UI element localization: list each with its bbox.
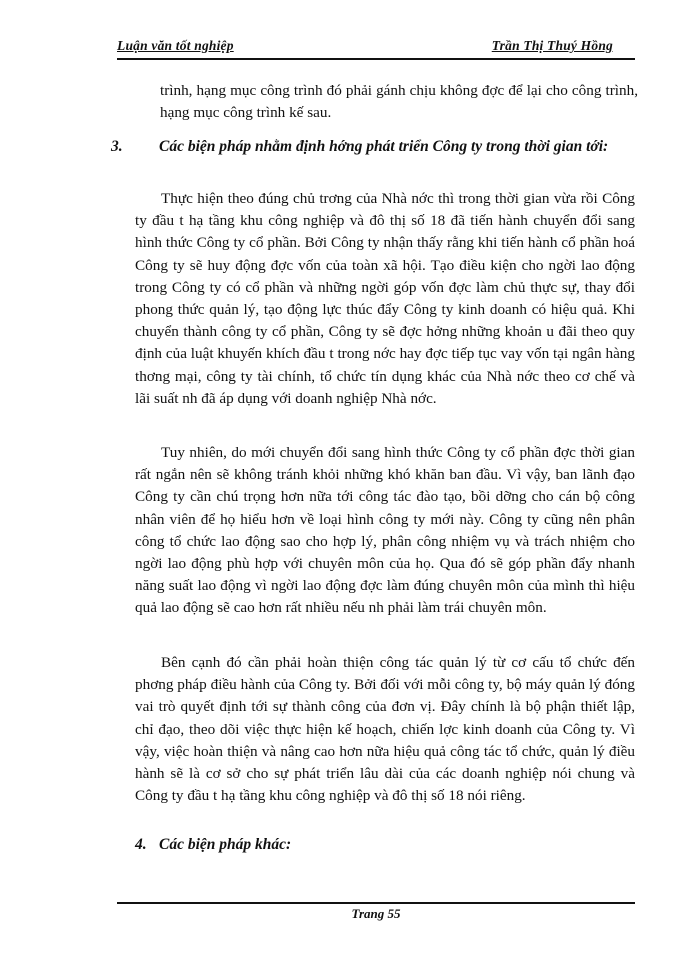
- footer-divider: [117, 902, 635, 904]
- section-number: 4.: [135, 836, 147, 853]
- page-number: Trang 55: [351, 906, 401, 921]
- section-heading-3: [111, 136, 635, 158]
- section-number: 3.: [111, 138, 123, 155]
- paragraph-2: Tuy nhiên, do mới chuyển đổi sang hình thức Công ty cổ phần đợc thời gian rất ngắn nên sẽ không tránh khỏi những khó khăn ban đầu. Vì vậy, ban lãnh đạo Công ty cần chú trọng hơn nữa tới công tác đào tạo, bồi dỡng cho cán bộ công nhân viên để họ hiểu hơn về loại hình công ty mới này. Công ty cũng nên phân công tổ chức lao động sao cho hợp lý, phân công nhiệm vụ và trách nhiệm cho ngời lao động phù hợp với chuyên môn của họ. Qua đó sẽ góp phần đẩy nhanh năng suất lao động vì ngời lao động đợc làm đúng chuyên môn của mình thì hiệu quả lao động sẽ cao hơn rất nhiều nếu nh phải làm trái chuyên môn.: [135, 444, 635, 617]
- header-title: Luận văn tốt nghiệp: [117, 38, 234, 53]
- paragraph-continuation: trình, hạng mục công trình đó phải gánh chịu không đợc để lại cho công trình, hạng mục công trình kế sau.: [160, 82, 638, 122]
- paragraph-1: Thực hiện theo đúng chủ trơng của Nhà nớc thì trong thời gian vừa rồi Công ty đầu t hạ tầng khu công nghiệp và đô thị số 18 đã tiến hành chuyển đổi sang hình thức Công ty cổ phần. Bởi Công ty nhận thấy rằng khi tiến hành cổ phần hoá Công ty sẽ huy động đợc vốn của toàn xã hội. Tạo điều kiện cho ngời lao động trong Công ty có cổ phần và những ngời góp vốn đợc làm chủ thực sự, thay đổi phong thức quản lý, tạo động lực thúc đẩy Công ty kinh doanh có hiệu quả. Khi chuyển thành công ty cổ phần, Công ty sẽ đợc hởng những khoản u đãi theo quy định của luật khuyến khích đầu t trong nớc hay đợc tiếp tục vay vốn tại ngân hàng thơng mại, công ty tài chính, tổ chức tín dụng khác của Nhà nớc theo cơ chế và lãi suất nh đã áp dụng với doanh nghiệp Nhà nớc.: [135, 190, 635, 407]
- paragraph-3: Bên cạnh đó cần phải hoàn thiện công tác quản lý từ cơ cấu tổ chức đến phơng pháp điều hành của Công ty. Bởi đối với mỗi công ty, bộ máy quản lý đóng vai trò quyết định tới sự thành công của đơn vị. Đây chính là bộ phận thiết lập, chỉ đạo, theo dõi việc thực hiện kế hoạch, chiến lợc kinh doanh của Công ty. Vì vậy, việc hoàn thiện và nâng cao hơn nữa hiệu quả công tác tổ chức, quản lý điều hành sẽ là cơ sở cho sự phát triển lâu dài của các doanh nghiệp nói chung và Công ty đầu t hạ tầng khu công nghiệp và đô thị số 18 nói riêng.: [135, 654, 635, 805]
- section-title: Các biện pháp khác:: [159, 836, 292, 853]
- header-author: Trần Thị Thuý Hồng: [491, 38, 613, 53]
- section-title: Các biện pháp nhằm định hớng phát triển Công ty trong thời gian tới:: [159, 138, 609, 155]
- section-heading-4: [135, 834, 635, 856]
- page-header: [117, 36, 635, 60]
